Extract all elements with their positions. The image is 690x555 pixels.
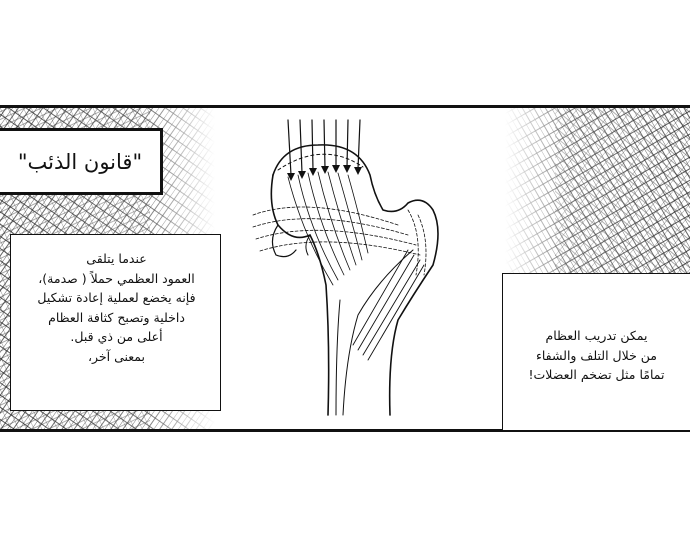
- caption-line: تمامًا مثل تضخم العضلات!: [528, 367, 665, 382]
- caption-line: فإنه يخضع لعملية إعادة تشكيل: [37, 290, 196, 305]
- page-title: "قانون الذئب": [17, 149, 143, 174]
- caption-line: داخلية وتصبح كثافة العظام: [48, 309, 185, 325]
- explanation-caption-left: [10, 234, 221, 411]
- caption-line: من خلال التلف والشفاء: [535, 347, 657, 363]
- caption-line: العمود العظمي حملاً ( صدمة)،: [38, 270, 195, 286]
- explanation-caption-right: [502, 273, 690, 431]
- caption-line: أعلى من ذي قبل.: [70, 329, 163, 344]
- femur-illustration: [248, 115, 478, 420]
- caption-line: يمكن تدريب العظام: [545, 328, 648, 343]
- title-box: [0, 128, 163, 195]
- femur-bone-icon: [248, 115, 478, 420]
- caption-line: عندما يتلقى: [86, 251, 147, 266]
- caption-line: بمعنى آخر،: [87, 348, 146, 364]
